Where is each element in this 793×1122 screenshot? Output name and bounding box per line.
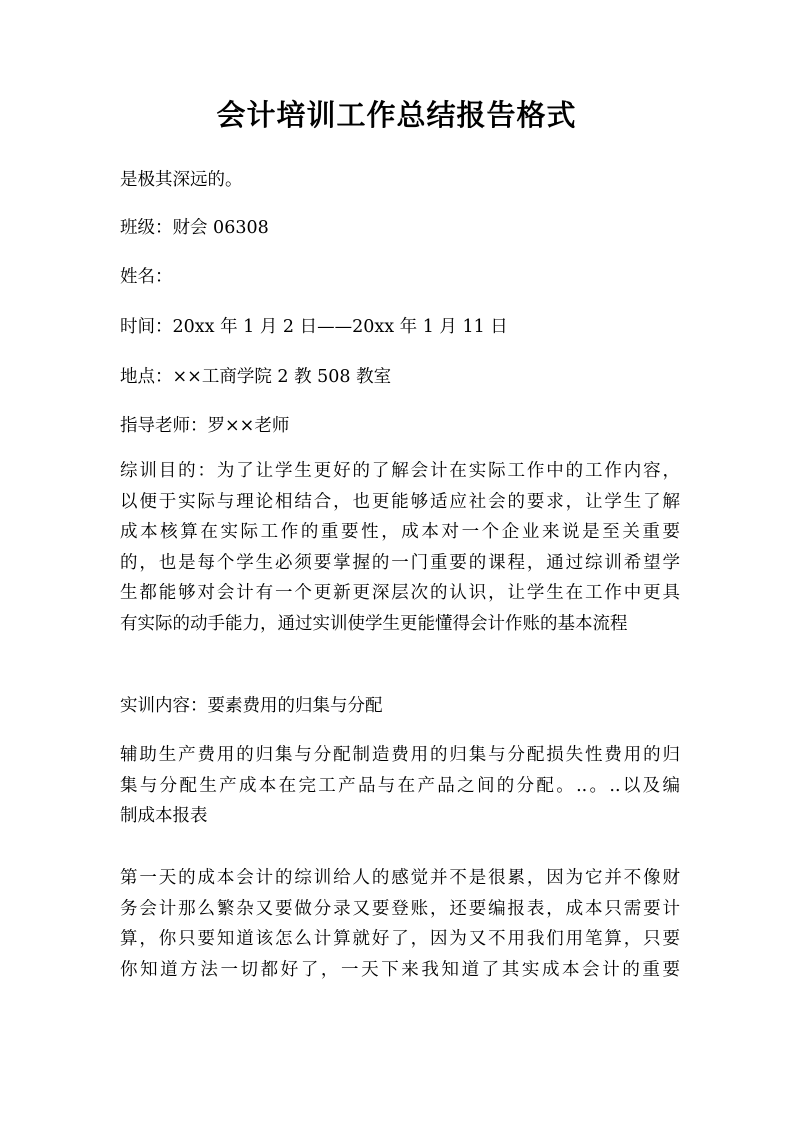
document-title: 会计培训工作总结报告格式	[216, 98, 577, 132]
teacher-line: 指导老师：罗××老师	[120, 416, 290, 436]
day-one-paragraph	[120, 863, 680, 985]
day-one-line: 你知道方法一切都好了，一天下来我知道了其实成本会计的重要	[120, 959, 680, 980]
name-line: 姓名：	[120, 267, 173, 287]
purpose-line: 以便于实际与理论相结合，也更能够适应社会的要求，让学生了解	[120, 491, 680, 512]
purpose-line: 综训目的：为了让学生更好的了解会计在实际工作中的工作内容，	[120, 461, 680, 481]
location-line: 地点：××工商学院 2 教 508 教室	[120, 367, 392, 387]
time-line: 时间：20xx 年 1 月 2 日——20xx 年 1 月 11 日	[120, 317, 508, 337]
day-one-line: 务会计那么繁杂又要做分录又要登账，还要编报表，成本只需要计	[120, 898, 680, 919]
class-line: 班级：财会 06308	[120, 218, 269, 238]
day-one-line: 第一天的成本会计的综训给人的感觉并不是很累，因为它并不像财	[120, 868, 680, 888]
intro-line: 是极其深远的。	[120, 170, 243, 190]
content-line: 辅助生产费用的归集与分配制造费用的归集与分配损失性费用的归	[120, 745, 680, 765]
purpose-line: 生都能够对会计有一个更新更深层次的认识，让学生在工作中更具	[120, 583, 680, 603]
content-heading: 实训内容：要素费用的归集与分配	[120, 696, 383, 716]
day-one-line: 算，你只要知道该怎么计算就好了，因为又不用我们用笔算，只要	[120, 929, 680, 949]
purpose-line: 的，也是每个学生必须要掌握的一门重要的课程，通过综训希望学	[120, 552, 680, 573]
content-line: 集与分配生产成本在完工产品与在产品之间的分配。..。..以及编	[120, 775, 680, 796]
purpose-paragraph	[120, 456, 680, 639]
content-line: 制成本报表	[120, 806, 208, 826]
content-paragraph	[120, 740, 680, 832]
purpose-line: 成本核算在实际工作的重要性，成本对一个企业来说是至关重要	[120, 522, 680, 542]
purpose-line: 有实际的动手能力，通过实训使学生更能懂得会计作账的基本流程	[120, 613, 628, 634]
